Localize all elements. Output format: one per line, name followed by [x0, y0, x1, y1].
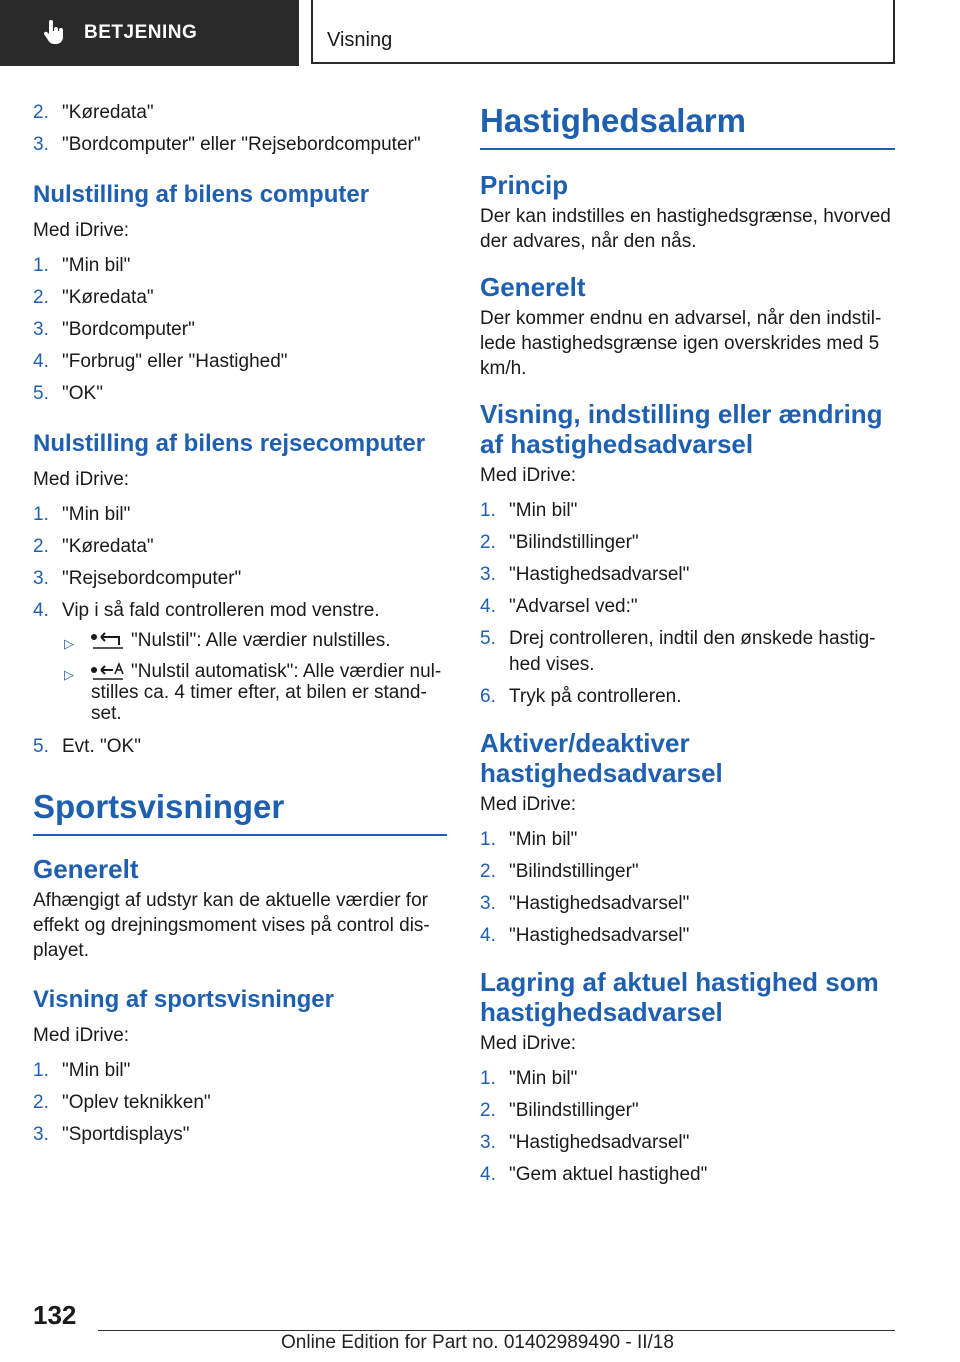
heading-sports: Sportsvisninger — [33, 786, 447, 836]
list-item — [480, 923, 895, 949]
page-header — [0, 0, 960, 66]
list-item — [33, 349, 447, 375]
view-sports-list — [33, 1058, 447, 1148]
list-text: "Bordcomputer" — [62, 319, 195, 340]
list-text: "Køredata" — [62, 287, 154, 308]
list-text: "Bordcomputer" eller "Rejsebordcomputer" — [62, 134, 421, 155]
list-text: "Gem aktuel hastighed" — [509, 1164, 708, 1185]
list-item — [33, 1058, 447, 1084]
list-text: "Sportdisplays" — [62, 1124, 190, 1145]
list-number: 1. — [33, 504, 49, 525]
list-item — [33, 1122, 447, 1148]
pointing-hand-icon — [42, 20, 66, 46]
list-item — [480, 891, 895, 917]
list-number: 4. — [480, 596, 496, 617]
heading-general: Generelt — [33, 854, 139, 884]
heading-reset-trip: Nulstilling af bilens rejsecomputer — [33, 430, 426, 457]
list-item — [480, 594, 895, 620]
list-number: 2. — [480, 532, 496, 553]
list-item — [33, 381, 447, 407]
footer-divider — [98, 1330, 895, 1331]
heading-save-speed: Lagring af aktuel hastighed som hastighedsadvarsel — [480, 967, 879, 1027]
list-text: Drej controlleren, indtil den ønskede hastighed vises. — [509, 628, 876, 675]
list-number: 3. — [480, 1132, 496, 1153]
list-number: 3. — [480, 893, 496, 914]
list-text: Tryk på controlleren. — [509, 686, 682, 707]
list-item — [480, 1098, 895, 1124]
list-text: "Hastighedsadvarsel" — [509, 564, 690, 585]
list-number: 4. — [33, 600, 49, 621]
list-item — [33, 317, 447, 343]
paragraph: Der kan indstilles en hastighedsgrænse, hvorved der advares, når den nås. — [480, 206, 891, 252]
list-text: "Køredata" — [62, 102, 154, 123]
auto-reset-arrow-icon — [91, 662, 125, 682]
list-number: 4. — [480, 1164, 496, 1185]
right-column — [480, 100, 895, 1194]
list-item — [480, 827, 895, 853]
list-text: "Min bil" — [62, 1060, 131, 1081]
list-number: 5. — [480, 628, 496, 649]
list-item — [33, 132, 447, 158]
list-number: 1. — [33, 255, 49, 276]
section-tab — [0, 0, 299, 66]
list-text: "Min bil" — [62, 255, 131, 276]
list-number: 1. — [480, 829, 496, 850]
list-item — [33, 1090, 447, 1116]
list-number: 4. — [33, 351, 49, 372]
page-number: 132 — [33, 1300, 77, 1330]
list-number: 2. — [33, 287, 49, 308]
list-number: 3. — [33, 134, 49, 155]
list-number: 6. — [480, 686, 496, 707]
triangle-bullet-icon: ▷ — [64, 667, 74, 682]
list-number: 2. — [480, 861, 496, 882]
heading-view-sports: Visning af sportsvisninger — [33, 986, 334, 1013]
list-text: "Min bil" — [509, 500, 578, 521]
edition-text: Online Edition for Part no. 01402989490 - II/18 — [281, 1332, 674, 1353]
list-item — [33, 734, 447, 760]
paragraph: Med iDrive: — [33, 469, 130, 490]
paragraph: Afhængigt af udstyr kan de aktuelle værdier for effekt og drejningsmoment vises på control displayet. — [33, 890, 430, 961]
list-number: 2. — [33, 102, 49, 123]
paragraph: Med iDrive: — [33, 1025, 130, 1046]
list-text: "Køredata" — [62, 536, 154, 557]
list-number: 4. — [480, 925, 496, 946]
reset-trip-list — [33, 502, 447, 760]
paragraph: Med iDrive: — [33, 220, 130, 241]
heading-reset-computer: Nulstilling af bilens computer — [33, 181, 370, 208]
list-number: 3. — [33, 319, 49, 340]
list-text: "Advarsel ved:" — [509, 596, 638, 617]
section-label: BETJENING — [84, 22, 198, 43]
list-item — [480, 859, 895, 885]
sub-list-text: "Nulstil": Alle værdier nulstilles. — [131, 630, 391, 651]
reset-arrow-icon — [91, 631, 125, 651]
list-number: 5. — [33, 736, 49, 757]
list-text: "Hastighedsadvarsel" — [509, 893, 690, 914]
list-item — [480, 530, 895, 556]
save-speed-list — [480, 1066, 895, 1188]
list-text: Vip i så fald controlleren mod venstre. — [62, 600, 380, 621]
list-text: "Rejsebordcomputer" — [62, 568, 242, 589]
list-number: 3. — [33, 1124, 49, 1145]
sub-list-item — [33, 630, 447, 651]
list-item — [480, 498, 895, 524]
list-item — [33, 502, 447, 528]
list-item — [33, 534, 447, 560]
list-number: 1. — [480, 500, 496, 521]
list-item — [480, 1162, 895, 1188]
list-text: "Forbrug" eller "Hastighed" — [62, 351, 288, 372]
list-item — [480, 1066, 895, 1092]
list-number: 5. — [33, 383, 49, 404]
list-number: 3. — [480, 564, 496, 585]
toggle-warning-list — [480, 827, 895, 949]
list-item — [33, 100, 447, 126]
heading-toggle-warning: Aktiver/deaktiver hastighedsadvarsel — [480, 728, 723, 788]
list-text: "Min bil" — [62, 504, 131, 525]
left-column — [33, 100, 447, 1154]
list-text: "Bilindstillinger" — [509, 532, 639, 553]
list-text: "Min bil" — [509, 1068, 578, 1089]
list-item — [480, 626, 895, 678]
paragraph: Der kommer endnu en advarsel, når den indstillede hastighedsgrænse igen overskrides med 5 km/h. — [480, 308, 882, 379]
topic-label: Visning — [327, 29, 393, 51]
list-text: "Oplev teknikken" — [62, 1092, 211, 1113]
heading-principle: Princip — [480, 170, 569, 200]
list-item — [480, 1130, 895, 1156]
list-text: "Min bil" — [509, 829, 578, 850]
list-number: 1. — [480, 1068, 496, 1089]
triangle-bullet-icon: ▷ — [64, 636, 74, 651]
sub-list-item — [33, 661, 447, 724]
heading-set-warning: Visning, indstilling eller ændring af hastighedsadvarsel — [480, 399, 883, 459]
list-text: "Hastighedsadvarsel" — [509, 1132, 690, 1153]
list-item — [33, 598, 447, 624]
list-number: 3. — [33, 568, 49, 589]
reset-computer-list — [33, 253, 447, 407]
list-number: 2. — [480, 1100, 496, 1121]
paragraph: Med iDrive: — [480, 1033, 577, 1054]
sub-list-text: "Nulstil automatisk": Alle værdier nulstilles ca. 4 timer efter, at bilen er standset. — [91, 661, 442, 724]
list-text: "Bilindstillinger" — [509, 1100, 639, 1121]
list-number: 2. — [33, 536, 49, 557]
list-item — [480, 562, 895, 588]
list-number: 1. — [33, 1060, 49, 1081]
list-item — [33, 253, 447, 279]
list-number: 2. — [33, 1092, 49, 1113]
list-text: "OK" — [62, 383, 103, 404]
heading-speed-alarm: Hastighedsalarm — [480, 100, 895, 150]
list-text: Evt. "OK" — [62, 736, 141, 757]
list-text: "Hastighedsadvarsel" — [509, 925, 690, 946]
intro-list — [33, 100, 447, 158]
topic-tab — [311, 0, 895, 64]
list-item — [33, 566, 447, 592]
set-warning-list — [480, 498, 895, 710]
list-item — [33, 285, 447, 311]
heading-general: Generelt — [480, 272, 586, 302]
paragraph: Med iDrive: — [480, 794, 577, 815]
list-item — [480, 684, 895, 710]
list-text: "Bilindstillinger" — [509, 861, 639, 882]
paragraph: Med iDrive: — [480, 465, 577, 486]
